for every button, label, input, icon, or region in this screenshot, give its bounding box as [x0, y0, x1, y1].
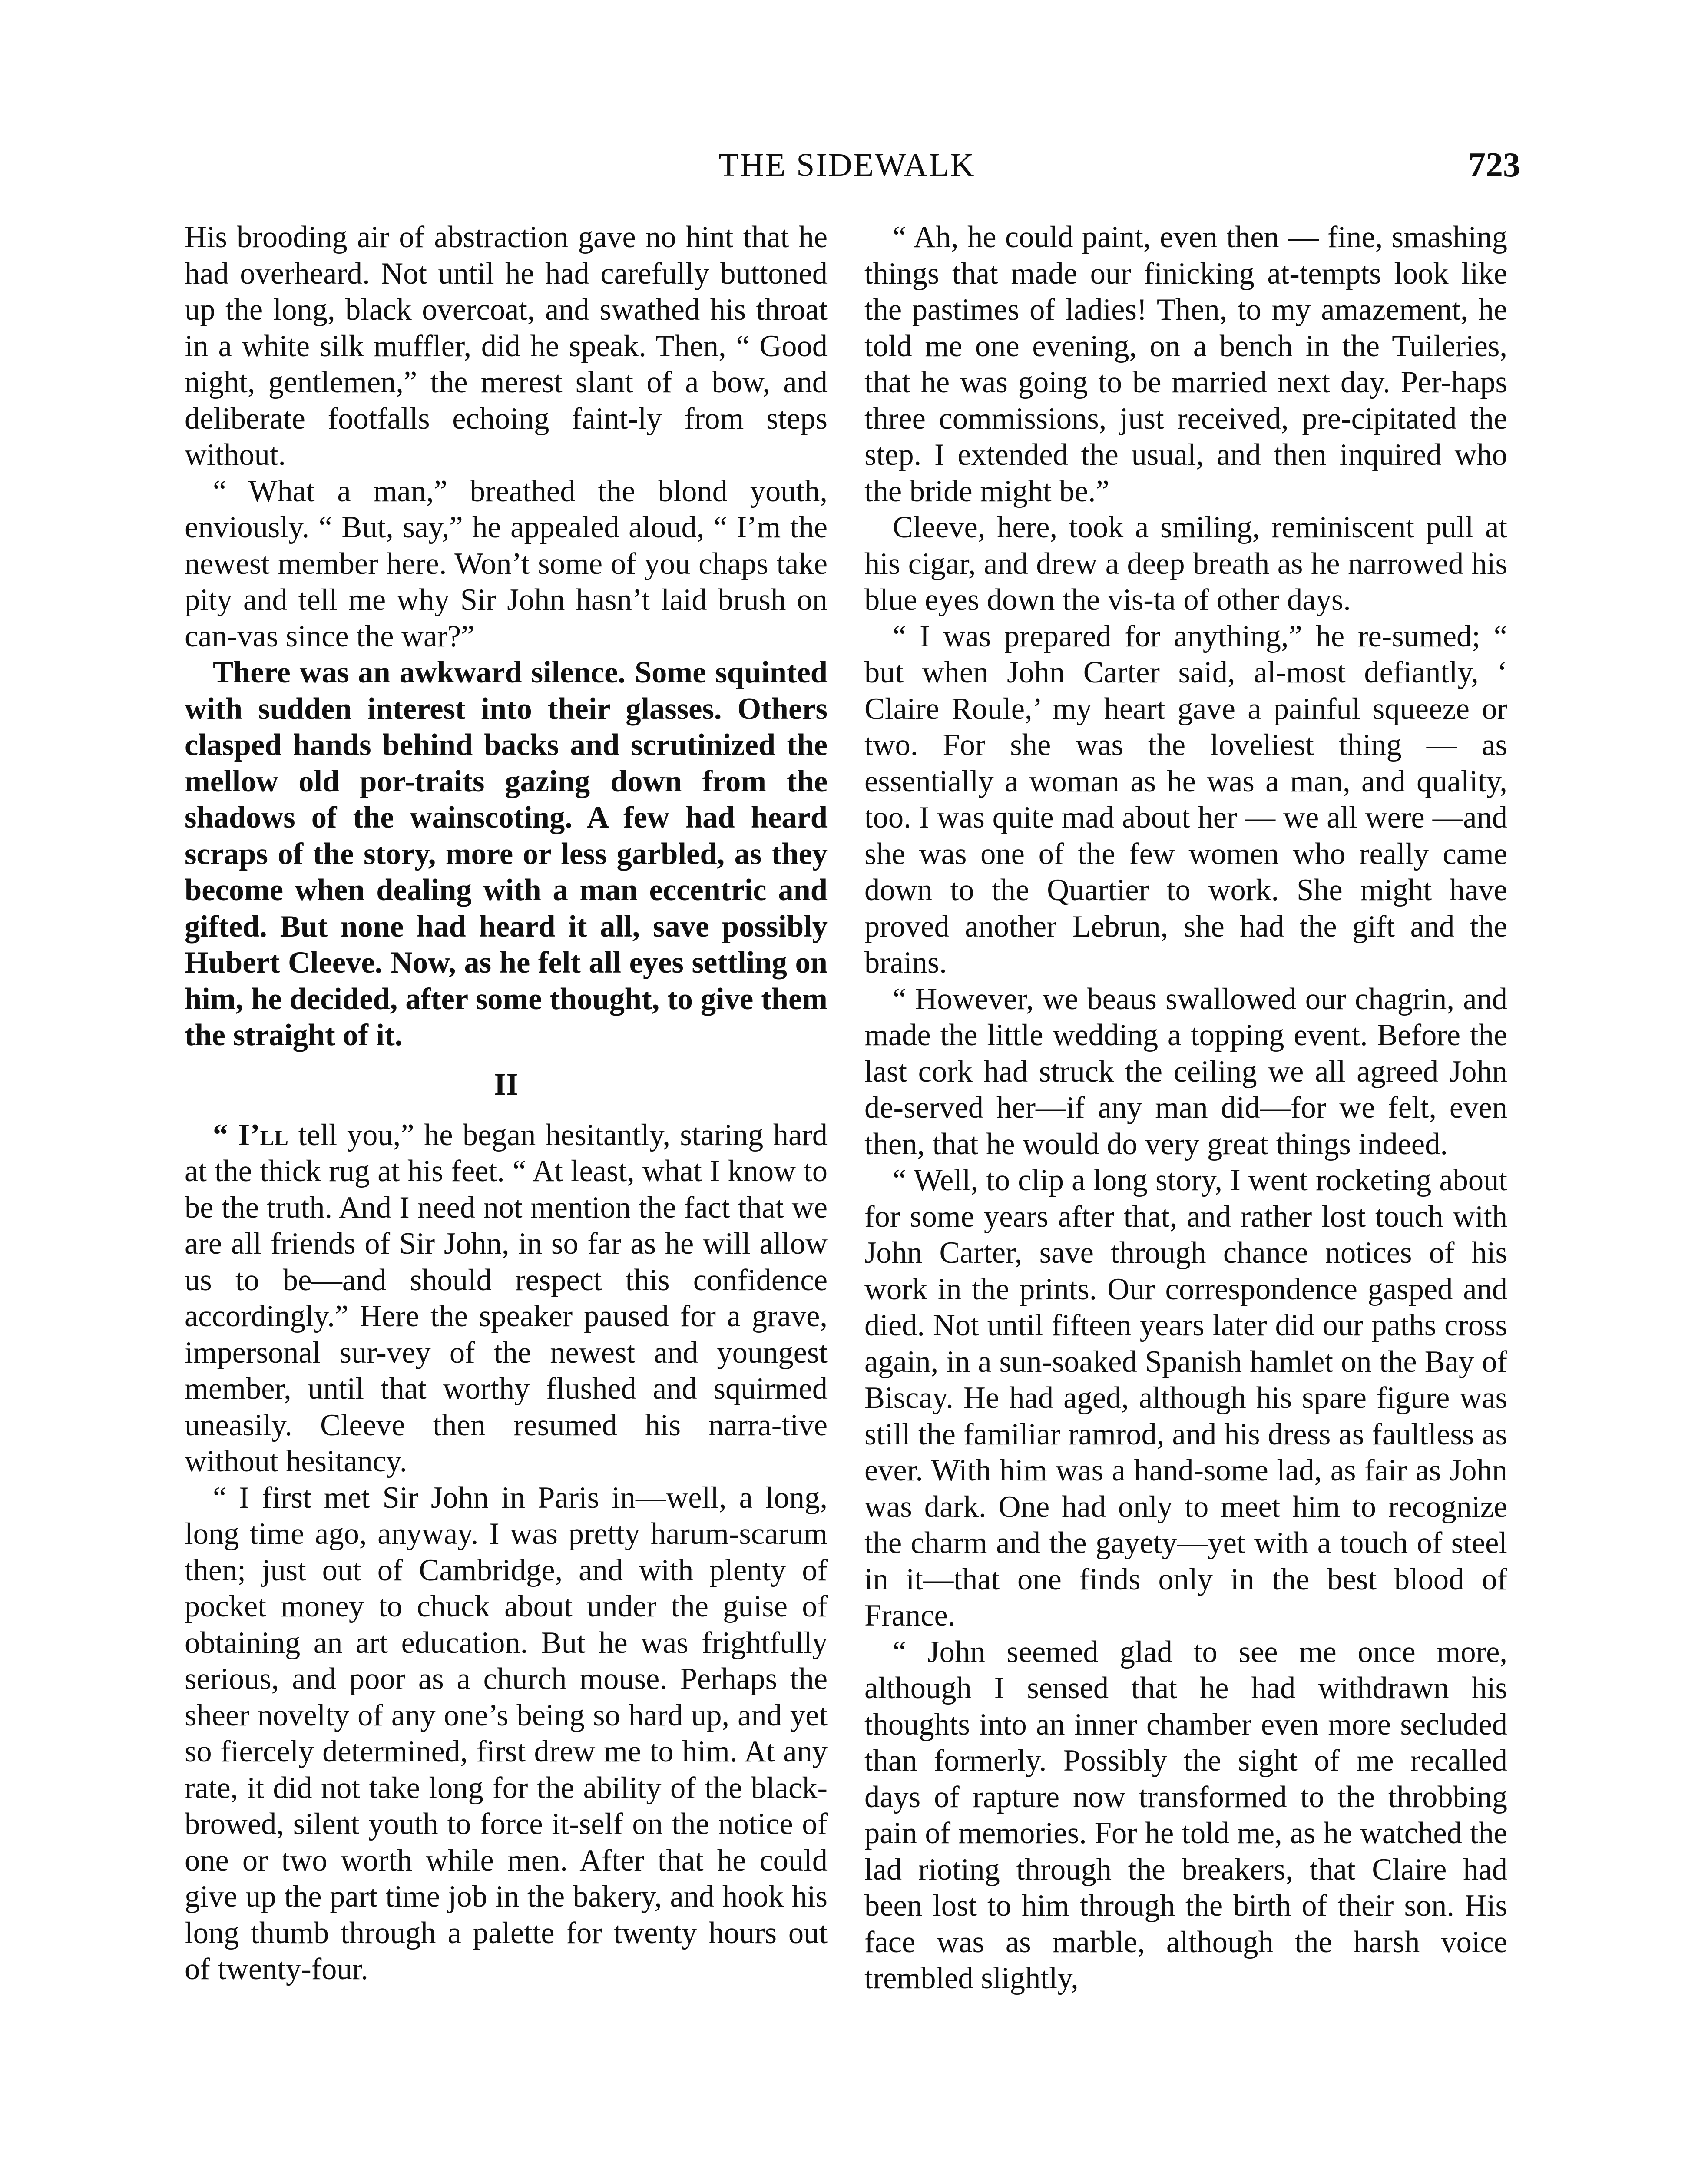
dropcap-word: “ I’ll — [213, 1118, 288, 1152]
page-number: 723 — [1468, 146, 1520, 184]
paragraph: Cleeve, here, took a smiling, reminiscent pull at his cigar, and drew a deep breath as he narrowed his blue eyes down the vis-ta of other days. — [864, 510, 1507, 617]
right-column — [864, 219, 1507, 1997]
paragraph: “ I was prepared for anything,” he re-sumed; “ but when John Carter said, al-most defiantly, ‘ Claire Roule,’ my heart gave a painful squeeze or two. For she was the loveliest thing — as essentially a woman as he was a man, and quality, too. I was quite mad about her — we all were —and she was one of the few women who really came down to the Quartier to work. She might have proved another Lebrun, she had the gift and the brains. — [864, 619, 1507, 980]
running-title: THE SIDEWALK — [718, 147, 976, 183]
paragraph: There was an awkward silence. Some squinted with sudden interest into their glasses. Others clasped hands behind backs and scrutinized the mellow old por-traits gazing down from the shadows of the wainscoting. A few had heard scraps of the story, more or less garbled, as they become when dealing with a man eccentric and gifted. But none had heard it all, save possibly Hubert Cleeve. Now, as he felt all eyes settling on him, he decided, after some thought, to give them the straight of it. — [185, 656, 828, 1052]
paragraph: “ Well, to clip a long story, I went rocketing about for some years after that, and rather lost touch with John Carter, save through chance notices of his work in the prints. Our correspondence gasped and died. Not until fifteen years later did our paths cross again, in a sun-soaked Spanish hamlet on the Bay of Biscay. He had aged, although his spare figure was still the familiar ramrod, and his dress as faultless as ever. With him was a hand-some lad, as fair as John was dark. One had only to meet him to recognize the charm and the gayety—yet with a touch of steel in it—that one finds only in the best blood of France. — [864, 1163, 1507, 1632]
paragraph: “ However, we beaus swallowed our chagrin, and made the little wedding a topping event. Before the last cork had struck the ceiling we all agreed John de-served her—if any man did—for we felt, even then, that he would do very great things indeed. — [864, 982, 1507, 1161]
left-column — [185, 219, 828, 1988]
paragraph: “ John seemed glad to see me once more, although I sensed that he had withdrawn his thoughts into an inner chamber even more secluded than formerly. Possibly the sight of me recalled days of rapture now transformed to the throbbing pain of memories. For he told me, as he watched the lad rioting through the breakers, that Claire had been lost to him through the birth of their son. His face was as marble, although the harsh voice trembled slightly, — [864, 1635, 1507, 1995]
section-heading: II — [493, 1066, 519, 1102]
paragraph: “ Ah, he could paint, even then — fine, smashing things that made our finicking at-tempts look like the pastimes of ladies! Then, to my amazement, he told me one evening, on a bench in the Tuileries, that he was going to be married next day. Per-haps three commissions, just received, pre-cipitated the step. I extended the usual, and then inquired who the bride might be.” — [864, 220, 1507, 508]
paragraph: “ What a man,” breathed the blond youth, enviously. “ But, say,” he appealed aloud, “ I’m the newest member here. Won’t some of you chaps take pity and tell me why Sir John hasn’t laid brush on can-vas since the war?” — [185, 474, 828, 653]
paragraph: “ I first met Sir John in Paris in—well, a long, long time ago, anyway. I was pretty harum-scarum then; just out of Cambridge, and with plenty of pocket money to chuck about under the guise of obtaining an art education. But he was frightfully serious, and poor as a church mouse. Perhaps the sheer novelty of any one’s being so hard up, and yet so fiercely determined, first drew me to him. At any rate, it did not take long for the ability of the black-browed, silent youth to force it-self on the notice of one or two worth while men. After that he could give up the part time job in the bakery, and hook his long thumb through a palette for twenty hours out of twenty-four. — [185, 1480, 828, 1986]
paragraph-with-dropcap — [185, 1117, 828, 1480]
running-head — [174, 143, 1520, 195]
paragraph: His brooding air of abstraction gave no hint that he had overheard. Not until he had carefully buttoned up the long, black overcoat, and swathed his throat in a white silk muffler, did he speak. Then, “ Good night, gentlemen,” the merest slant of a bow, and deliberate footfalls echoing faint-ly from steps without. — [185, 220, 828, 472]
paragraph-text: tell you,” he began hesitantly, staring hard at the thick rug at his feet. “ At least, what I know to be the truth. And I need not mention the fact that we are all friends of Sir John, in so far as he will allow us to be—and should respect this confidence accordingly.” Here the speaker paused for a grave, impersonal sur-vey of the newest and youngest member, until that worthy flushed and squirmed uneasily. Cleeve then resumed his narra-tive without hesitancy. — [185, 1118, 828, 1478]
